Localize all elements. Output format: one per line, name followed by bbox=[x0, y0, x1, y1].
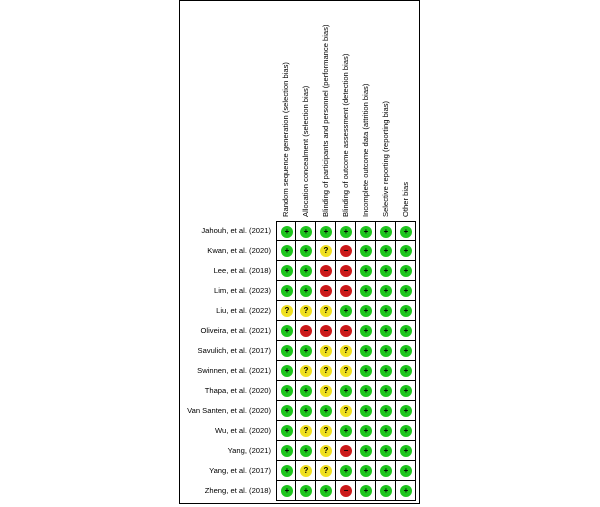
grid-cell bbox=[336, 361, 356, 381]
risk-low-icon: + bbox=[380, 265, 392, 277]
risk-low-icon: + bbox=[360, 226, 372, 238]
risk-low-icon: + bbox=[300, 285, 312, 297]
risk-low-icon: + bbox=[380, 325, 392, 337]
risk-low-icon: + bbox=[400, 345, 412, 357]
grid-cell bbox=[336, 321, 356, 341]
risk-low-icon: + bbox=[380, 485, 392, 497]
study-label: Kwan, et al. (2020) bbox=[207, 246, 271, 255]
risk-low-icon: + bbox=[300, 245, 312, 257]
risk-low-icon: + bbox=[400, 226, 412, 238]
risk-low-icon: + bbox=[360, 365, 372, 377]
domain-header-label: Other bias bbox=[401, 181, 410, 217]
grid-cell bbox=[396, 301, 416, 321]
grid-cell bbox=[396, 321, 416, 341]
grid-cell bbox=[356, 381, 376, 401]
grid-cell bbox=[336, 421, 356, 441]
risk-low-icon: + bbox=[300, 265, 312, 277]
grid-cell bbox=[296, 221, 316, 241]
risk-low-icon: + bbox=[360, 305, 372, 317]
domain-header-label: Random sequence generation (selection bias) bbox=[281, 62, 290, 217]
grid-cell bbox=[316, 301, 336, 321]
grid-cell bbox=[296, 401, 316, 421]
grid-cell bbox=[336, 441, 356, 461]
grid-cell bbox=[296, 361, 316, 381]
risk-low-icon: + bbox=[281, 245, 293, 257]
risk-high-icon: − bbox=[320, 325, 332, 337]
grid-cell bbox=[336, 301, 356, 321]
risk-low-icon: + bbox=[380, 345, 392, 357]
risk-unclear-icon: ? bbox=[320, 425, 332, 437]
grid-cell bbox=[376, 381, 396, 401]
study-label: Lee, et al. (2018) bbox=[213, 266, 271, 275]
risk-high-icon: − bbox=[300, 325, 312, 337]
grid-cell bbox=[356, 261, 376, 281]
risk-low-icon: + bbox=[360, 325, 372, 337]
risk-low-icon: + bbox=[380, 445, 392, 457]
study-label: Thapa, et al. (2020) bbox=[204, 386, 271, 395]
risk-low-icon: + bbox=[281, 485, 293, 497]
grid-cell bbox=[296, 301, 316, 321]
grid-cell bbox=[316, 481, 336, 501]
risk-high-icon: − bbox=[320, 265, 332, 277]
risk-low-icon: + bbox=[300, 445, 312, 457]
domain-header-label: Blinding of outcome assessment (detection bias) bbox=[341, 53, 350, 217]
risk-high-icon: − bbox=[340, 265, 352, 277]
risk-low-icon: + bbox=[300, 345, 312, 357]
grid-cell bbox=[396, 441, 416, 461]
grid-cell bbox=[356, 341, 376, 361]
risk-low-icon: + bbox=[281, 345, 293, 357]
risk-low-icon: + bbox=[400, 445, 412, 457]
risk-unclear-icon: ? bbox=[281, 305, 293, 317]
risk-low-icon: + bbox=[380, 425, 392, 437]
grid-cell bbox=[276, 401, 296, 421]
risk-low-icon: + bbox=[320, 226, 332, 238]
domain-header-label: Allocation concealment (selection bias) bbox=[301, 85, 310, 217]
risk-unclear-icon: ? bbox=[300, 305, 312, 317]
grid-cell bbox=[376, 421, 396, 441]
risk-low-icon: + bbox=[320, 405, 332, 417]
grid-cell bbox=[396, 401, 416, 421]
grid-cell bbox=[396, 261, 416, 281]
risk-low-icon: + bbox=[340, 385, 352, 397]
grid-cell bbox=[356, 321, 376, 341]
risk-high-icon: − bbox=[320, 285, 332, 297]
grid-cell bbox=[316, 241, 336, 261]
domain-header-label: Blinding of participants and personnel (performance bias) bbox=[321, 24, 330, 217]
grid-cell bbox=[336, 281, 356, 301]
grid-cell bbox=[276, 261, 296, 281]
study-label: Yang, et al. (2017) bbox=[209, 466, 271, 475]
risk-low-icon: + bbox=[281, 465, 293, 477]
grid-cell bbox=[276, 381, 296, 401]
risk-low-icon: + bbox=[360, 465, 372, 477]
grid-cell bbox=[376, 301, 396, 321]
grid-cell bbox=[376, 321, 396, 341]
risk-unclear-icon: ? bbox=[320, 345, 332, 357]
study-label: Jahouh, et al. (2021) bbox=[201, 226, 271, 235]
grid-cell bbox=[376, 281, 396, 301]
grid-cell bbox=[276, 321, 296, 341]
risk-low-icon: + bbox=[281, 265, 293, 277]
grid-cell bbox=[336, 261, 356, 281]
risk-low-icon: + bbox=[380, 385, 392, 397]
risk-unclear-icon: ? bbox=[340, 345, 352, 357]
grid-cell bbox=[276, 421, 296, 441]
study-label: Zheng, et al. (2018) bbox=[204, 486, 271, 495]
grid-cell bbox=[376, 261, 396, 281]
risk-low-icon: + bbox=[380, 245, 392, 257]
grid-cell bbox=[376, 481, 396, 501]
risk-high-icon: − bbox=[340, 325, 352, 337]
grid-cell bbox=[276, 241, 296, 261]
grid-cell bbox=[396, 341, 416, 361]
grid-cell bbox=[296, 481, 316, 501]
grid-cell bbox=[296, 261, 316, 281]
grid-cell bbox=[356, 441, 376, 461]
study-label: Van Santen, et al. (2020) bbox=[187, 406, 271, 415]
risk-low-icon: + bbox=[281, 285, 293, 297]
risk-low-icon: + bbox=[300, 226, 312, 238]
grid-cell bbox=[316, 221, 336, 241]
grid-cell bbox=[396, 281, 416, 301]
grid-cell bbox=[296, 381, 316, 401]
risk-unclear-icon: ? bbox=[320, 245, 332, 257]
grid-cell bbox=[276, 461, 296, 481]
grid-cell bbox=[336, 381, 356, 401]
risk-low-icon: + bbox=[380, 465, 392, 477]
grid-cell bbox=[316, 321, 336, 341]
risk-low-icon: + bbox=[360, 285, 372, 297]
risk-unclear-icon: ? bbox=[320, 465, 332, 477]
grid-cell bbox=[336, 221, 356, 241]
study-label: Savulich, et al. (2017) bbox=[197, 346, 271, 355]
risk-low-icon: + bbox=[340, 226, 352, 238]
grid-cell bbox=[376, 221, 396, 241]
grid-cell bbox=[356, 461, 376, 481]
grid-cell bbox=[296, 441, 316, 461]
risk-high-icon: − bbox=[340, 485, 352, 497]
grid-cell bbox=[376, 361, 396, 381]
risk-of-bias-grid bbox=[276, 221, 416, 501]
grid-cell bbox=[316, 361, 336, 381]
risk-low-icon: + bbox=[400, 365, 412, 377]
grid-cell bbox=[276, 341, 296, 361]
grid-cell bbox=[336, 341, 356, 361]
risk-low-icon: + bbox=[281, 385, 293, 397]
grid-cell bbox=[376, 461, 396, 481]
risk-low-icon: + bbox=[400, 465, 412, 477]
grid-cell bbox=[296, 461, 316, 481]
grid-cell bbox=[396, 241, 416, 261]
risk-low-icon: + bbox=[360, 265, 372, 277]
grid-cell bbox=[316, 421, 336, 441]
risk-low-icon: + bbox=[380, 305, 392, 317]
grid-cell bbox=[396, 361, 416, 381]
risk-low-icon: + bbox=[281, 425, 293, 437]
risk-low-icon: + bbox=[360, 485, 372, 497]
grid-cell bbox=[276, 221, 296, 241]
grid-cell bbox=[336, 461, 356, 481]
grid-cell bbox=[356, 481, 376, 501]
risk-low-icon: + bbox=[400, 305, 412, 317]
risk-unclear-icon: ? bbox=[300, 425, 312, 437]
grid-cell bbox=[356, 361, 376, 381]
risk-low-icon: + bbox=[360, 445, 372, 457]
grid-cell bbox=[296, 281, 316, 301]
risk-low-icon: + bbox=[300, 385, 312, 397]
risk-low-icon: + bbox=[281, 365, 293, 377]
grid-cell bbox=[356, 421, 376, 441]
grid-cell bbox=[396, 381, 416, 401]
risk-high-icon: − bbox=[340, 245, 352, 257]
risk-unclear-icon: ? bbox=[300, 365, 312, 377]
study-label: Liu, et al. (2022) bbox=[216, 306, 271, 315]
risk-low-icon: + bbox=[400, 325, 412, 337]
study-label: Wu, et al. (2020) bbox=[215, 426, 271, 435]
risk-low-icon: + bbox=[300, 405, 312, 417]
grid-cell bbox=[356, 301, 376, 321]
grid-cell bbox=[316, 341, 336, 361]
risk-low-icon: + bbox=[360, 345, 372, 357]
risk-unclear-icon: ? bbox=[340, 405, 352, 417]
risk-unclear-icon: ? bbox=[320, 385, 332, 397]
grid-cell bbox=[276, 361, 296, 381]
risk-low-icon: + bbox=[360, 425, 372, 437]
grid-cell bbox=[276, 441, 296, 461]
risk-high-icon: − bbox=[340, 285, 352, 297]
grid-cell bbox=[376, 401, 396, 421]
grid-cell bbox=[396, 421, 416, 441]
grid-cell bbox=[376, 341, 396, 361]
risk-low-icon: + bbox=[380, 226, 392, 238]
risk-low-icon: + bbox=[360, 385, 372, 397]
grid-cell bbox=[316, 281, 336, 301]
grid-cell bbox=[316, 381, 336, 401]
grid-cell bbox=[356, 401, 376, 421]
grid-cell bbox=[396, 481, 416, 501]
risk-high-icon: − bbox=[340, 445, 352, 457]
grid-cell bbox=[396, 461, 416, 481]
grid-cell bbox=[336, 481, 356, 501]
risk-low-icon: + bbox=[400, 385, 412, 397]
study-label: Swinnen, et al. (2021) bbox=[197, 366, 271, 375]
risk-low-icon: + bbox=[400, 485, 412, 497]
risk-low-icon: + bbox=[281, 405, 293, 417]
grid-cell bbox=[276, 281, 296, 301]
risk-low-icon: + bbox=[400, 405, 412, 417]
risk-low-icon: + bbox=[340, 305, 352, 317]
grid-cell bbox=[356, 221, 376, 241]
study-label: Yang, (2021) bbox=[227, 446, 271, 455]
risk-low-icon: + bbox=[281, 325, 293, 337]
risk-low-icon: + bbox=[360, 405, 372, 417]
study-label: Oliveira, et al. (2021) bbox=[200, 326, 271, 335]
grid-cell bbox=[356, 281, 376, 301]
risk-low-icon: + bbox=[340, 425, 352, 437]
grid-cell bbox=[356, 241, 376, 261]
risk-low-icon: + bbox=[340, 465, 352, 477]
grid-cell bbox=[316, 261, 336, 281]
grid-cell bbox=[276, 301, 296, 321]
grid-cell bbox=[296, 421, 316, 441]
risk-low-icon: + bbox=[320, 485, 332, 497]
grid-cell bbox=[276, 481, 296, 501]
risk-unclear-icon: ? bbox=[320, 445, 332, 457]
risk-low-icon: + bbox=[380, 285, 392, 297]
domain-header-label: Selective reporting (reporting bias) bbox=[381, 100, 390, 217]
grid-cell bbox=[316, 401, 336, 421]
risk-low-icon: + bbox=[400, 265, 412, 277]
grid-cell bbox=[376, 441, 396, 461]
risk-low-icon: + bbox=[360, 245, 372, 257]
domain-header-label: Incomplete outcome data (attrition bias) bbox=[361, 83, 370, 217]
risk-low-icon: + bbox=[281, 226, 293, 238]
risk-low-icon: + bbox=[380, 365, 392, 377]
grid-cell bbox=[336, 401, 356, 421]
risk-low-icon: + bbox=[400, 245, 412, 257]
grid-cell bbox=[296, 241, 316, 261]
risk-low-icon: + bbox=[400, 425, 412, 437]
study-label: Lim, et al. (2023) bbox=[214, 286, 271, 295]
grid-cell bbox=[296, 321, 316, 341]
risk-unclear-icon: ? bbox=[340, 365, 352, 377]
risk-low-icon: + bbox=[281, 445, 293, 457]
risk-unclear-icon: ? bbox=[320, 365, 332, 377]
grid-cell bbox=[336, 241, 356, 261]
risk-unclear-icon: ? bbox=[320, 305, 332, 317]
grid-cell bbox=[296, 341, 316, 361]
grid-cell bbox=[376, 241, 396, 261]
risk-low-icon: + bbox=[380, 405, 392, 417]
risk-unclear-icon: ? bbox=[300, 465, 312, 477]
grid-cell bbox=[316, 461, 336, 481]
risk-low-icon: + bbox=[400, 285, 412, 297]
grid-cell bbox=[316, 441, 336, 461]
risk-low-icon: + bbox=[300, 485, 312, 497]
grid-cell bbox=[396, 221, 416, 241]
